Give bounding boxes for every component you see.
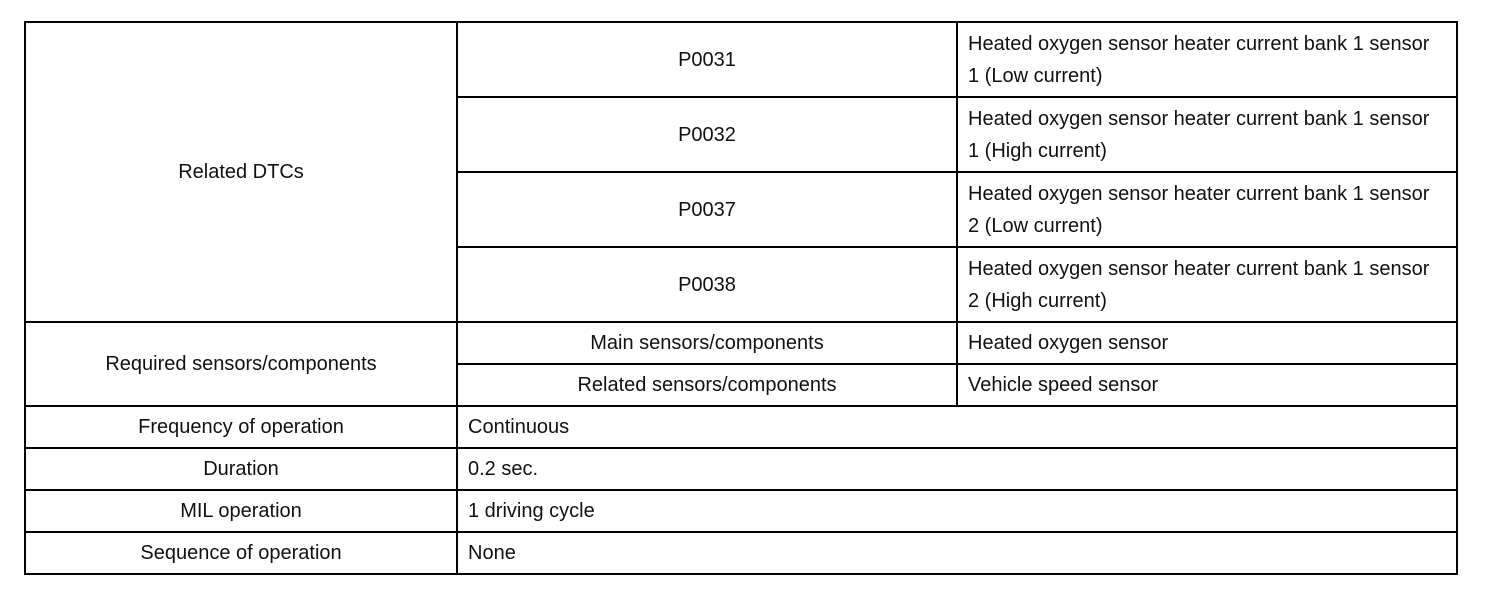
dtc-code: P0038 [457, 247, 957, 322]
table-row [25, 322, 1457, 364]
table-row [25, 22, 1457, 97]
property-label: Duration [25, 448, 457, 490]
table-row [25, 406, 1457, 448]
dtc-description: Heated oxygen sensor heater current bank 1 sensor 2 (High current) [957, 247, 1457, 322]
property-value: 1 driving cycle [457, 490, 1457, 532]
dtc-description: Heated oxygen sensor heater current bank 1 sensor 1 (High current) [957, 97, 1457, 172]
property-label: MIL operation [25, 490, 457, 532]
property-label: Sequence of operation [25, 532, 457, 574]
dtc-description: Heated oxygen sensor heater current bank 1 sensor 1 (Low current) [957, 22, 1457, 97]
table-row [25, 490, 1457, 532]
sensor-type: Related sensors/components [457, 364, 957, 406]
property-value: Continuous [457, 406, 1457, 448]
related-dtcs-label: Related DTCs [25, 22, 457, 322]
dtc-description: Heated oxygen sensor heater current bank 1 sensor 2 (Low current) [957, 172, 1457, 247]
required-sensors-label: Required sensors/components [25, 322, 457, 406]
table-row [25, 532, 1457, 574]
property-value: None [457, 532, 1457, 574]
dtc-code: P0032 [457, 97, 957, 172]
dtc-code: P0031 [457, 22, 957, 97]
dtc-spec-table [24, 21, 1458, 575]
sensor-type: Main sensors/components [457, 322, 957, 364]
sensor-value: Heated oxygen sensor [957, 322, 1457, 364]
property-label: Frequency of operation [25, 406, 457, 448]
sensor-value: Vehicle speed sensor [957, 364, 1457, 406]
dtc-code: P0037 [457, 172, 957, 247]
table-row [25, 448, 1457, 490]
property-value: 0.2 sec. [457, 448, 1457, 490]
